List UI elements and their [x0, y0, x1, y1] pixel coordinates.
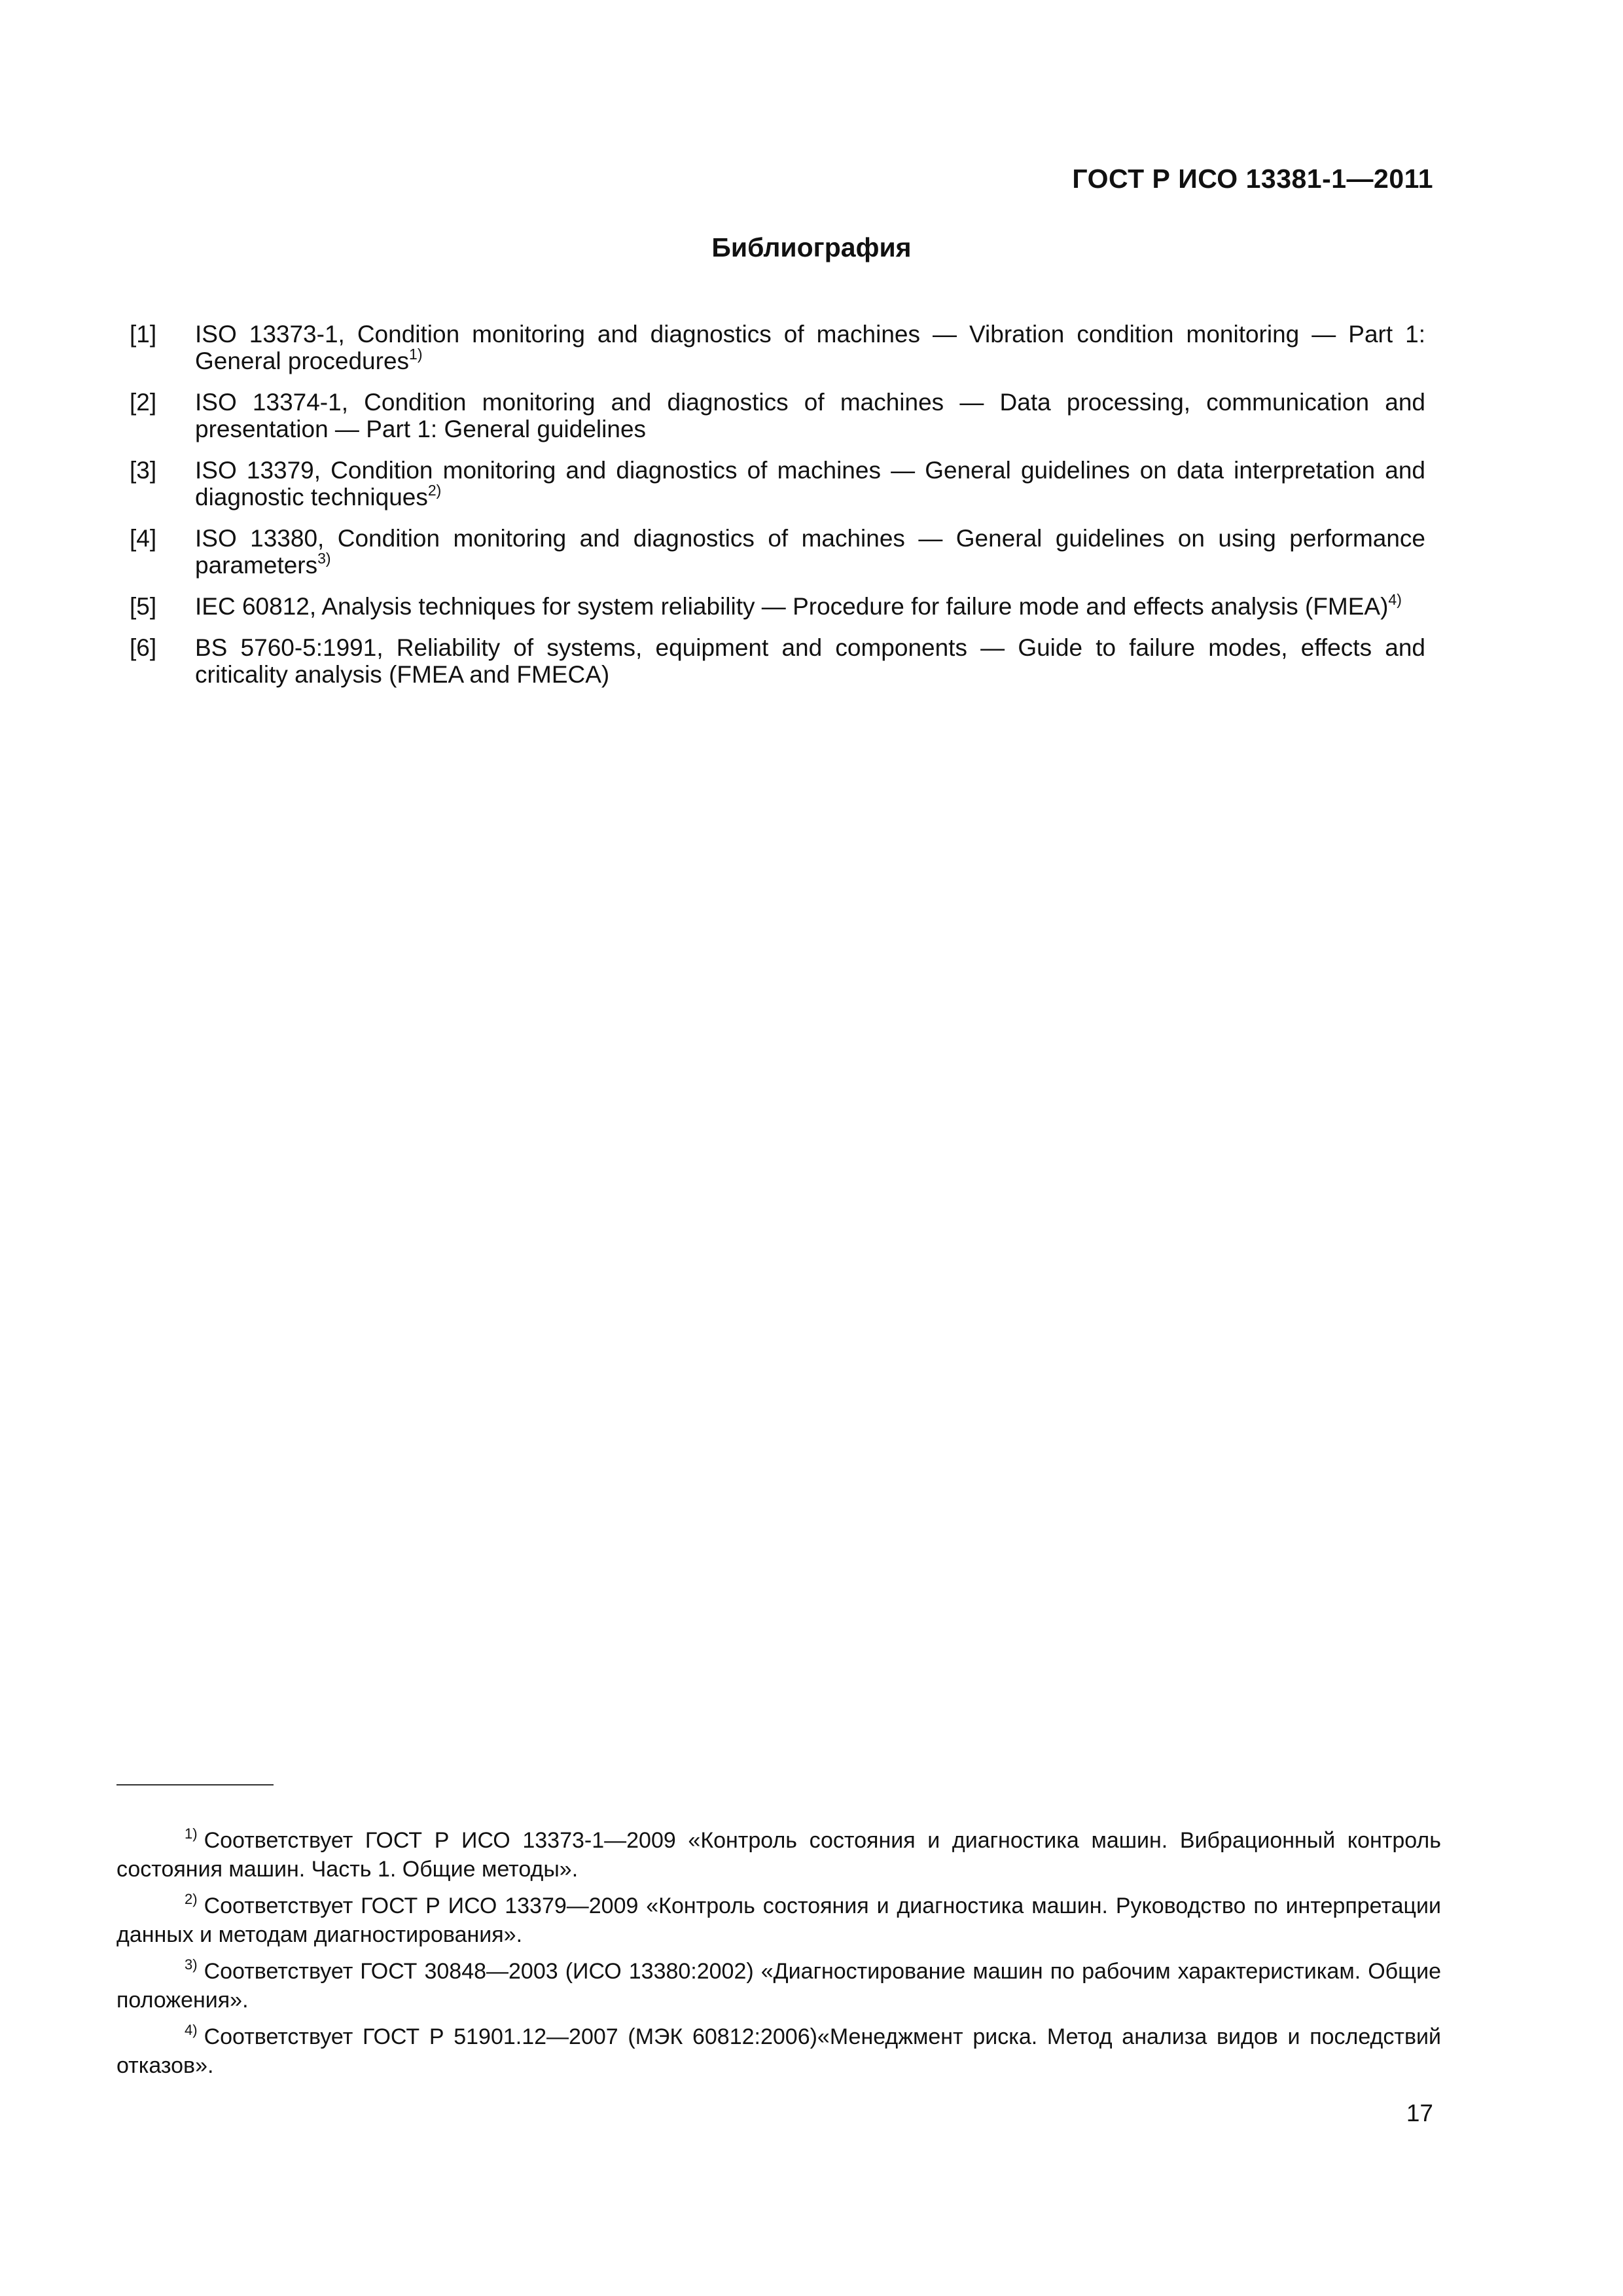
bibliography-entry — [130, 389, 1425, 442]
page-number: 17 — [1406, 2100, 1433, 2126]
bibliography-entry-text: ISO 13380, Condition monitoring and diagnostics of machines — General guidelines on using performance parameters — [195, 525, 1425, 579]
footnote-mark: 3) — [185, 1956, 198, 1973]
footnote-reference[interactable]: 2) — [427, 482, 442, 499]
footnote-reference[interactable]: 1) — [409, 346, 423, 363]
bibliography-entry-text: ISO 13379, Condition monitoring and diagnostics of machines — General guidelines on data interpretation and diagnostic techniques — [195, 457, 1425, 511]
footnote — [116, 1826, 1441, 1884]
footnote — [116, 1957, 1441, 2015]
footnote-separator — [116, 1784, 274, 1785]
document-header-standard-id: ГОСТ Р ИСО 13381-1—2011 — [1072, 164, 1433, 194]
footnote-mark: 1) — [185, 1825, 198, 1842]
bibliography-entry-number: [6] — [130, 634, 157, 661]
footnote-reference[interactable]: 3) — [317, 550, 331, 567]
bibliography-list — [130, 321, 1425, 702]
bibliography-entry-text: ISO 13374-1, Condition monitoring and diagnostics of machines — Data processing, communication and presentation — Part 1: General guidelines — [195, 389, 1425, 442]
bibliography-entry-text: BS 5760-5:1991, Reliability of systems, equipment and components — Guide to failure modes, effects and criticality analysis (FMEA and FMECA) — [195, 634, 1425, 688]
bibliography-entry-number: [3] — [130, 457, 157, 484]
bibliography-entry-number: [1] — [130, 321, 157, 348]
footnote-reference[interactable]: 4) — [1388, 591, 1402, 608]
bibliography-entry-text: IEC 60812, Analysis techniques for system reliability — Procedure for failure mode and effects analysis (FMEA) — [195, 593, 1389, 620]
section-title: Библиография — [711, 232, 912, 262]
footnote-text: Соответствует ГОСТ Р 51901.12—2007 (МЭК 60812:2006)«Менеджмент риска. Метод анализа видов и последствий отказов». — [116, 2024, 1441, 2078]
footnotes-section — [116, 1826, 1441, 2088]
footnote-mark: 2) — [185, 1891, 198, 1907]
bibliography-entry — [130, 457, 1425, 511]
footnote-text: Соответствует ГОСТ Р ИСО 13379—2009 «Контроль состояния и диагностика машин. Руководство по интерпретации данных и методам диагностирования». — [116, 1893, 1441, 1947]
bibliography-entry-text: ISO 13373-1, Condition monitoring and diagnostics of machines — Vibration condition monitoring — Part 1: General procedures — [195, 321, 1425, 374]
footnote-text: Соответствует ГОСТ Р ИСО 13373-1—2009 «Контроль состояния и диагностика машин. Вибрационный контроль состояния машин. Часть 1. Общие методы». — [116, 1828, 1441, 1882]
bibliography-entry — [130, 525, 1425, 579]
footnote — [116, 2022, 1441, 2080]
bibliography-entry-number: [2] — [130, 389, 157, 416]
footnote-mark: 4) — [185, 2022, 198, 2038]
bibliography-entry — [130, 321, 1425, 374]
bibliography-entry — [130, 593, 1425, 620]
footnote-text: Соответствует ГОСТ 30848—2003 (ИСО 13380:2002) «Диагностирование машин по рабочим характеристикам. Общие положения». — [116, 1959, 1441, 2013]
bibliography-entry-number: [4] — [130, 525, 157, 552]
bibliography-entry — [130, 634, 1425, 688]
bibliography-entry-number: [5] — [130, 593, 157, 620]
footnote — [116, 1892, 1441, 1949]
